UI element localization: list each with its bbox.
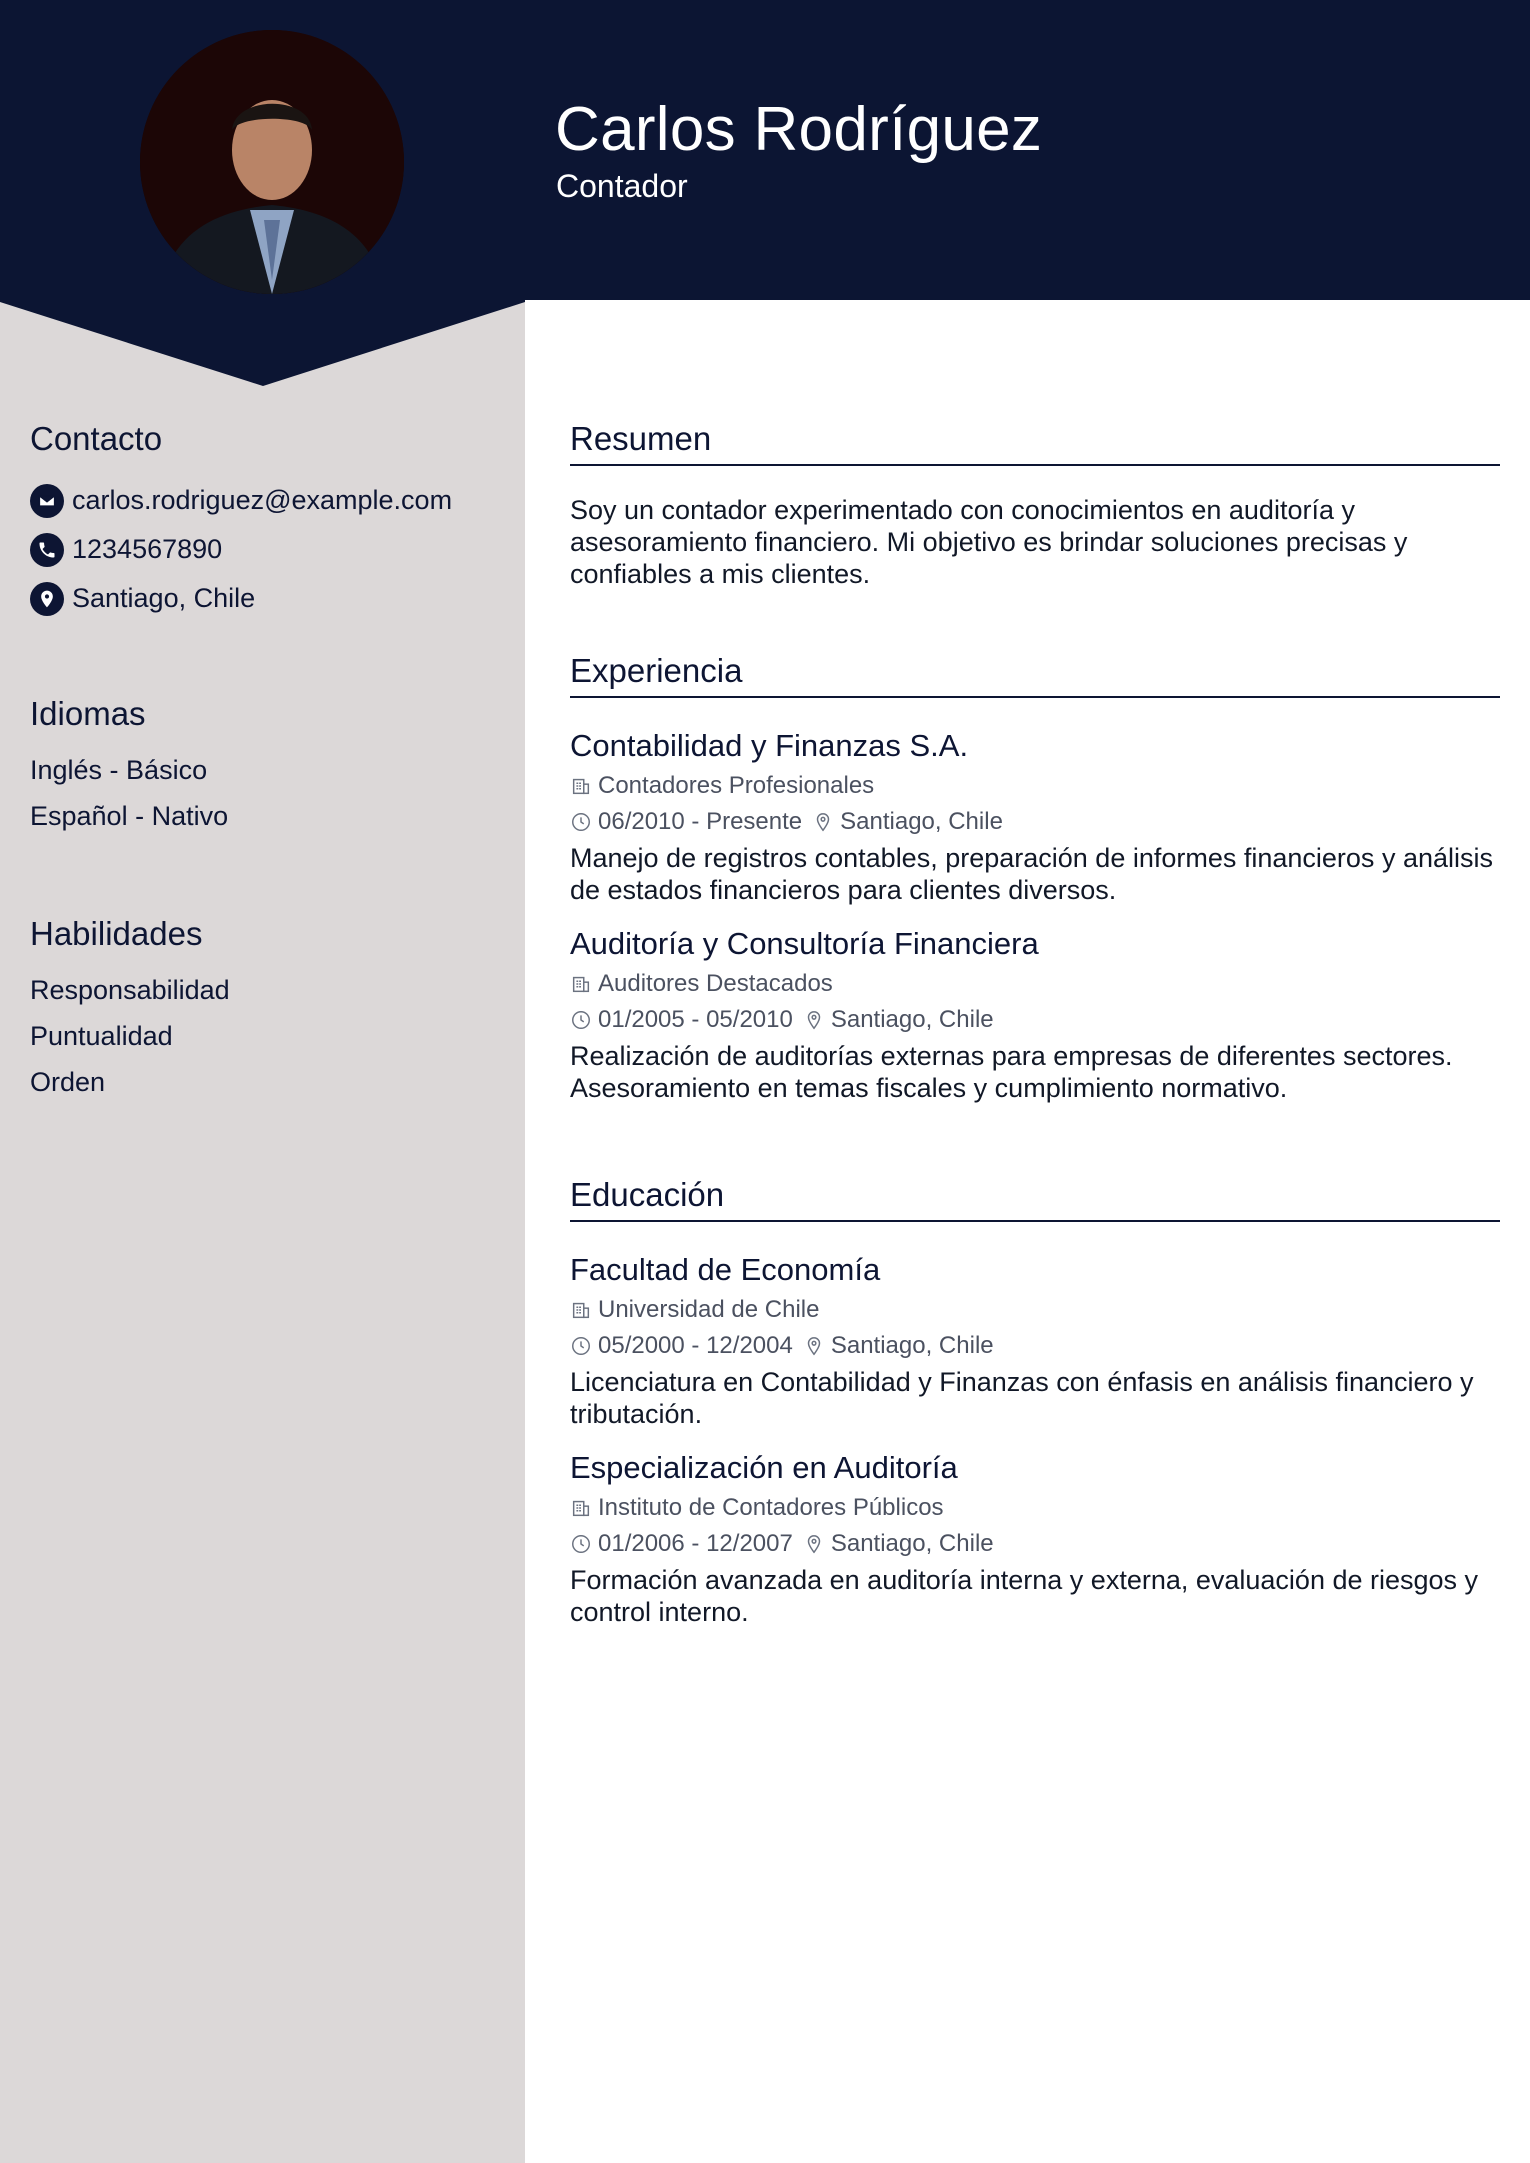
entry-org: Auditores Destacados (570, 966, 1500, 1002)
building-icon (570, 1299, 592, 1321)
entry-description: Licenciatura en Contabilidad y Finanzas con énfasis en análisis financiero y tributación. (570, 1367, 1474, 1429)
clock-icon (570, 1335, 592, 1357)
building-icon (570, 775, 592, 797)
entry-dates-location: 05/2000 - 12/2004 Santiago, Chile (570, 1328, 1500, 1364)
location-pin-icon (803, 1009, 825, 1031)
entry-org: Instituto de Contadores Públicos (570, 1490, 1500, 1526)
contact-email[interactable] (30, 476, 452, 525)
location-pin-icon (803, 1335, 825, 1357)
skill-item: Puntualidad (30, 1020, 173, 1051)
contact-location (30, 574, 452, 623)
summary-title: Resumen (570, 420, 1500, 466)
summary-section (570, 420, 1500, 590)
experience-title: Experiencia (570, 652, 1500, 698)
location-pin-icon (803, 1533, 825, 1555)
contact-section (30, 420, 452, 623)
clock-icon (570, 1533, 592, 1555)
entry-dates-location: 01/2006 - 12/2007 Santiago, Chile (570, 1526, 1500, 1562)
header-chevron (0, 299, 525, 389)
location-pin-icon (812, 811, 834, 833)
language-item: Español - Nativo (30, 800, 229, 831)
contact-phone-value: 1234567890 (72, 534, 223, 564)
building-icon (570, 973, 592, 995)
education-entry (570, 1450, 1500, 1628)
experience-entry (570, 926, 1500, 1104)
entry-title: Especialización en Auditoría (570, 1450, 958, 1485)
skills-section (30, 915, 230, 1105)
candidate-role: Contador (556, 168, 688, 204)
email-icon (30, 484, 64, 518)
entry-title: Facultad de Economía (570, 1252, 881, 1287)
candidate-name: Carlos Rodríguez (555, 95, 1043, 164)
skill-item: Responsabilidad (30, 974, 230, 1005)
skills-title: Habilidades (30, 915, 203, 952)
profile-photo (140, 30, 404, 294)
education-section (570, 1176, 1500, 1628)
phone-icon (30, 533, 64, 567)
education-title: Educación (570, 1176, 1500, 1222)
contact-location-value: Santiago, Chile (72, 583, 256, 613)
languages-title: Idiomas (30, 695, 146, 732)
entry-description: Realización de auditorías externas para empresas de diferentes sectores. Asesoramiento en temas fiscales y cumplimiento normativo. (570, 1041, 1453, 1103)
entry-description: Formación avanzada en auditoría interna y externa, evaluación de riesgos y control interno. (570, 1565, 1479, 1627)
entry-org: Contadores Profesionales (570, 768, 1500, 804)
entry-dates-location: 01/2005 - 05/2010 Santiago, Chile (570, 1002, 1500, 1038)
entry-title: Contabilidad y Finanzas S.A. (570, 728, 969, 763)
entry-dates-location: 06/2010 - Presente Santiago, Chile (570, 804, 1500, 840)
clock-icon (570, 1009, 592, 1031)
location-icon (30, 582, 64, 616)
entry-description: Manejo de registros contables, preparación de informes financieros y análisis de estados financieros para clientes diversos. (570, 843, 1493, 905)
contact-phone[interactable] (30, 525, 452, 574)
experience-entry (570, 728, 1500, 906)
building-icon (570, 1497, 592, 1519)
entry-title: Auditoría y Consultoría Financiera (570, 926, 1039, 961)
education-entry (570, 1252, 1500, 1430)
language-item: Inglés - Básico (30, 754, 208, 785)
contact-email-value: carlos.rodriguez@example.com (72, 485, 453, 515)
skill-item: Orden (30, 1066, 106, 1097)
clock-icon (570, 811, 592, 833)
experience-section (570, 652, 1500, 1104)
summary-text: Soy un contador experimentado con conocimientos en auditoría y asesoramiento financiero. Mi objetivo es brindar soluciones precisas y confiables a mis clientes. (570, 495, 1408, 589)
languages-section (30, 695, 228, 839)
contact-title: Contacto (30, 420, 163, 457)
entry-org: Universidad de Chile (570, 1292, 1500, 1328)
